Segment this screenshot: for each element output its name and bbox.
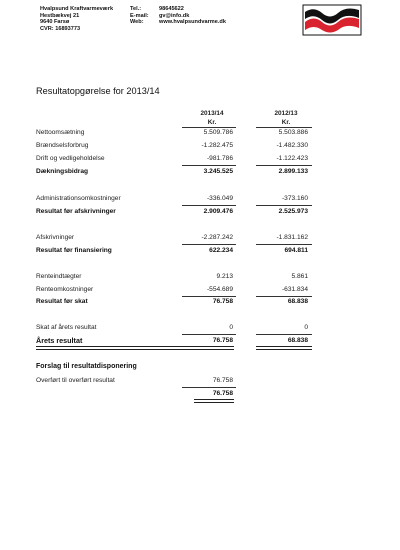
disposition-double-rule xyxy=(194,399,234,403)
subtotal-rule-2013-14 xyxy=(182,296,236,297)
row-value-2012-13: -1.482.330 xyxy=(276,142,308,149)
row-value-2013-14: 5.509.786 xyxy=(203,129,233,136)
row-label: Skat af årets resultat xyxy=(36,324,97,331)
disposition-value: 76.758 xyxy=(212,377,233,384)
row-label: Renteindtægter xyxy=(36,273,82,280)
subtotal-rule-2012-13 xyxy=(256,334,312,335)
row-value-2013-14: 0 xyxy=(229,324,233,331)
subtotal-label: Dækningsbidrag xyxy=(36,168,89,175)
row-value-2013-14: -554.689 xyxy=(206,286,233,293)
company-city: 9640 Farsø xyxy=(40,19,70,26)
header-underline-2013-14 xyxy=(182,127,236,128)
subtotal-value-2012-13: 2.525.973 xyxy=(278,208,308,215)
row-value-2013-14: -2.287.242 xyxy=(201,234,233,241)
contact-label-web: Web: xyxy=(130,19,144,26)
net-result-value-2012-13: 68.838 xyxy=(287,337,308,344)
row-label: Nettoomsætning xyxy=(36,129,85,136)
disposition-rule xyxy=(182,387,236,388)
column-unit-2013-14: Kr. xyxy=(207,119,217,126)
contact-website: www.hvalpsundvarme.dk xyxy=(159,19,226,26)
net-result-value-2013-14: 76.758 xyxy=(212,337,233,344)
row-value-2012-13: 5.861 xyxy=(291,273,308,280)
row-label: Administrationsomkostninger xyxy=(36,195,121,202)
row-value-2012-13: -1.831.162 xyxy=(276,234,308,241)
net-result-double-rule xyxy=(36,346,234,350)
column-unit-2012-13: Kr. xyxy=(281,119,291,126)
contact-email: gv@info.dk xyxy=(159,12,190,19)
subtotal-rule-2012-13 xyxy=(256,296,312,297)
subtotal-label: Resultat før afskrivninger xyxy=(36,208,116,215)
company-logo xyxy=(302,4,362,36)
row-value-2013-14: -336.049 xyxy=(206,195,233,202)
row-value-2013-14: -981.786 xyxy=(206,155,233,162)
subtotal-value-2013-14: 76.758 xyxy=(212,298,233,305)
company-address-block xyxy=(40,6,113,32)
subtotal-label: Resultat før finansiering xyxy=(36,247,112,254)
subtotal-rule-2013-14 xyxy=(182,334,236,335)
row-label: Afskrivninger xyxy=(36,234,75,241)
row-value-2012-13: -1.122.423 xyxy=(276,155,308,162)
net-result-double-rule-2012-13 xyxy=(256,346,312,350)
disposition-label: Overført til overført resultat xyxy=(36,377,115,384)
row-label: Brændselsforbrug xyxy=(36,142,89,149)
subtotal-value-2012-13: 2.899.133 xyxy=(278,168,308,175)
subtotal-value-2012-13: 694.811 xyxy=(284,247,308,254)
subtotal-rule-2013-14 xyxy=(182,205,236,206)
row-value-2012-13: -373.160 xyxy=(281,195,308,202)
contact-label-email: E-mail: xyxy=(130,12,149,19)
subtotal-label: Resultat før skat xyxy=(36,298,88,305)
disposition-total: 76.758 xyxy=(212,390,233,397)
contact-phone: 98645622 xyxy=(159,6,184,12)
contact-label-tel: Tel.: xyxy=(130,6,142,12)
row-label: Drift og vedligeholdelse xyxy=(36,155,105,162)
company-street: Hestbækvej 21 xyxy=(40,12,80,19)
subtotal-rule-2012-13 xyxy=(256,205,312,206)
company-name: Hvalpsund Kraftvarmeværk xyxy=(40,6,114,12)
row-value-2012-13: -631.834 xyxy=(281,286,308,293)
subtotal-value-2013-14: 2.909.476 xyxy=(203,208,233,215)
row-value-2013-14: -1.282.475 xyxy=(201,142,233,149)
row-value-2012-13: 0 xyxy=(304,324,308,331)
row-value-2013-14: 9.213 xyxy=(216,273,233,280)
subtotal-rule-2012-13 xyxy=(256,244,312,245)
subtotal-value-2013-14: 622.234 xyxy=(209,247,233,254)
subtotal-value-2012-13: 68.838 xyxy=(287,298,308,305)
column-header-2013-14: 2013/14 xyxy=(200,110,224,117)
column-header-2012-13: 2012/13 xyxy=(274,110,298,117)
row-value-2012-13: 5.503.886 xyxy=(278,129,308,136)
contact-values xyxy=(159,6,226,26)
net-result-label: Årets resultat xyxy=(36,336,83,345)
disposition-heading: Forslag til resultatdisponering xyxy=(36,363,137,370)
row-label: Renteomkostninger xyxy=(36,286,94,293)
subtotal-rule-2013-14 xyxy=(182,244,236,245)
subtotal-value-2013-14: 3.245.525 xyxy=(203,168,233,175)
company-cvr: CVR: 16893773 xyxy=(40,25,81,32)
subtotal-rule-2013-14 xyxy=(182,165,236,166)
contact-labels xyxy=(130,6,149,26)
header-underline-2012-13 xyxy=(256,127,312,128)
subtotal-rule-2012-13 xyxy=(256,165,312,166)
statement-title: Resultatopgørelse for 2013/14 xyxy=(36,86,160,96)
